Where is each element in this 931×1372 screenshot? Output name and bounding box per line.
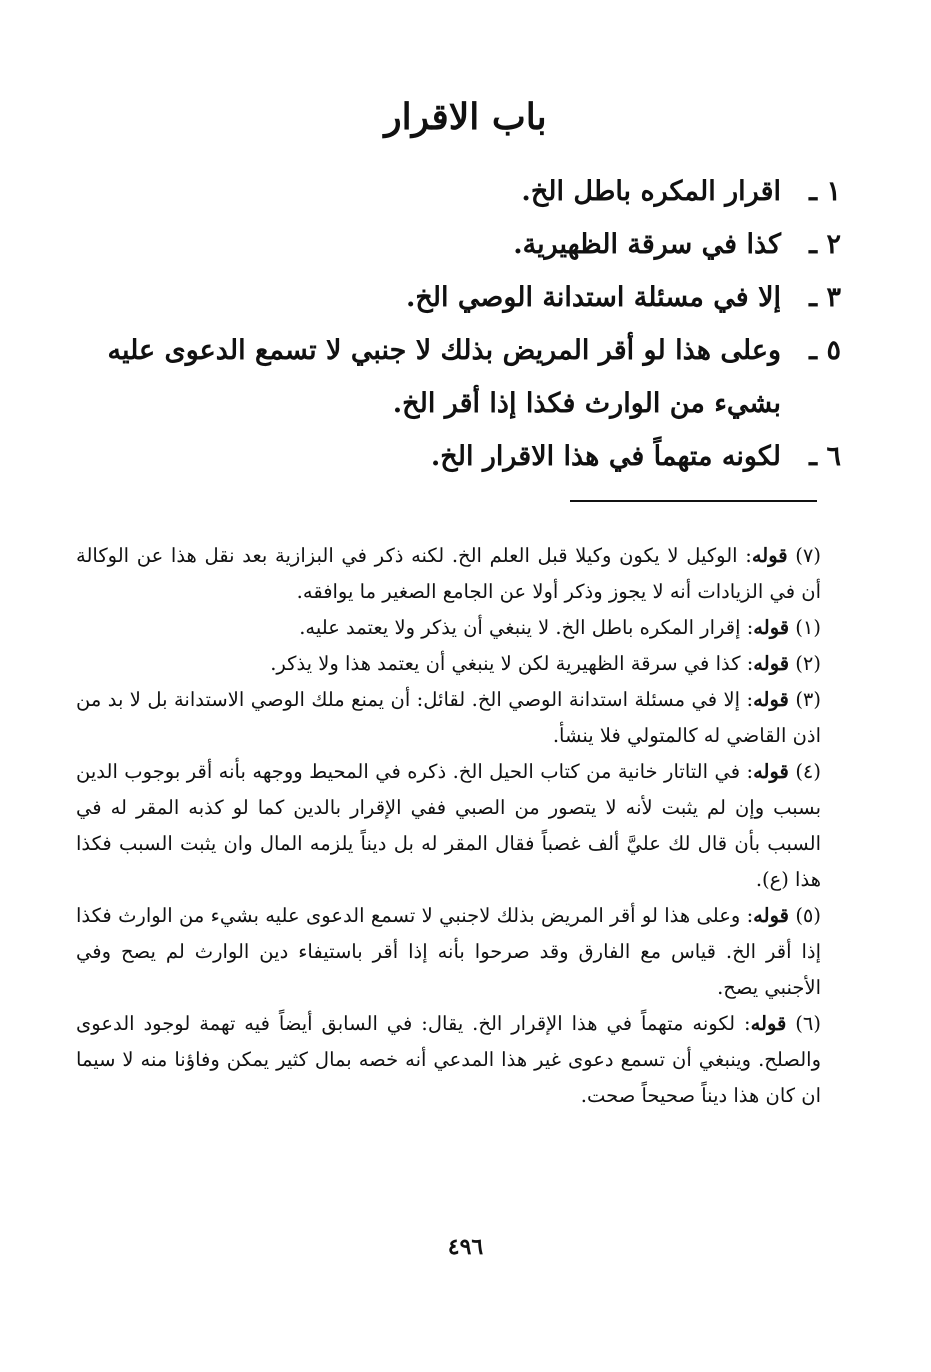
footnote bbox=[76, 898, 821, 1006]
footnote-text: : وعلى هذا لو أقر المريض بذلك لاجنبي لا تسمع الدعوى عليه بشيء من الوارث فكذا إذا أقر الخ. قياس مع الفارق وقد صرحوا بأنه إذا أقر باستيفاء دين الوارث لم يصح وفي الأجنبي يصح. bbox=[76, 904, 821, 999]
footnote-number: (٤) bbox=[795, 760, 822, 783]
footnote-text: : إقرار المكره باطل الخ. لا ينبغي أن يذكر ولا يعتمد عليه. bbox=[299, 616, 754, 639]
footnote-number: (٦) bbox=[795, 1012, 821, 1035]
main-item bbox=[51, 430, 841, 483]
footnote-key: قوله bbox=[753, 688, 789, 711]
footnote-key: قوله bbox=[751, 544, 788, 567]
footnote-key: قوله bbox=[753, 652, 790, 675]
footnote-text: : كذا في سرقة الظهيرية لكن لا ينبغي أن يعتمد هذا ولا يذكر. bbox=[270, 652, 754, 675]
footnote-divider bbox=[570, 500, 817, 502]
footnote-number: (٧) bbox=[795, 544, 821, 567]
footnote-text: : إلا في مسئلة استدانة الوصي الخ. لقائل: أن يمنع ملك الوصي الاستدانة بل لا بد من اذن القاضي له كالمتولي فلا ينشأ. bbox=[76, 688, 821, 747]
main-item bbox=[51, 218, 841, 271]
main-item-text: وعلى هذا لو أقر المريض بذلك لا جنبي لا تسمع الدعوى عليه بشيء من الوارث فكذا إذا أقر الخ. bbox=[107, 335, 781, 419]
footnote-key: قوله bbox=[750, 1012, 787, 1035]
footnote-key: قوله bbox=[753, 616, 790, 639]
footnotes bbox=[76, 538, 821, 1114]
page-title: باب الاقرار bbox=[384, 96, 547, 138]
footnote-key: قوله bbox=[753, 904, 789, 927]
main-item-number: ٣ ـ bbox=[809, 282, 841, 313]
footnote bbox=[76, 754, 821, 898]
page-number: ٤٩٦ bbox=[447, 1234, 484, 1260]
footnote bbox=[76, 1006, 821, 1114]
footnote bbox=[76, 646, 821, 682]
main-item-text: اقرار المكره باطل الخ. bbox=[521, 176, 781, 207]
main-item bbox=[51, 324, 841, 430]
footnote-text: : الوكيل لا يكون وكيلا قبل العلم الخ. لكنه ذكر في البزازية بعد نقل هذا عن الوكالة أن في الزيادات أنه لا يجوز وذكر أولا عن الجامع الصغير ما يوافقه. bbox=[76, 544, 821, 603]
footnote-number: (٢) bbox=[795, 652, 821, 675]
footnote bbox=[76, 610, 821, 646]
main-item-number: ٢ ـ bbox=[809, 229, 841, 260]
main-item bbox=[51, 165, 841, 218]
main-text-list bbox=[51, 165, 841, 483]
main-item-text: لكونه متهماً في هذا الاقرار الخ. bbox=[430, 441, 781, 472]
footnote-number: (١) bbox=[795, 616, 821, 639]
footnote-number: (٥) bbox=[795, 904, 822, 927]
main-item-text: كذا في سرقة الظهيرية. bbox=[513, 229, 781, 260]
main-item-number: ٥ ـ bbox=[809, 335, 841, 366]
footnote-text: : في التاتار خانية من كتاب الحيل الخ. ذكره في المحيط ووجهه بأنه أقر بوجوب الدين بسبب وإن لم يثبت لأنه لا يتصور من الصبي ففي الإقرار بالدين كما لو كذبه المقر له في السبب بأن قال لك عليَّ ألف غصباً فقال المقر له بل ديناً يلزمه المال وان يثبت السبب فكذا هذا (ع). bbox=[76, 760, 821, 891]
main-item-number: ٦ ـ bbox=[809, 441, 841, 472]
footnote bbox=[76, 538, 821, 610]
main-item-text: إلا في مسئلة استدانة الوصي الخ. bbox=[405, 282, 781, 313]
footnote-text: : لكونه متهماً في هذا الإقرار الخ. يقال: في السابق أيضاً فيه تهمة لوجود الدعوى والصلح. وينبغي أن تسمع دعوى غير هذا المدعي أنه خصه بمال كثير يمكن وفاؤنا منه لا سيما ان كان هذا ديناً صحيحاً صحت. bbox=[76, 1012, 821, 1107]
main-item bbox=[51, 271, 841, 324]
footnote-number: (٣) bbox=[795, 688, 822, 711]
footnote-key: قوله bbox=[753, 760, 789, 783]
footnote bbox=[76, 682, 821, 754]
main-item-number: ١ ـ bbox=[809, 176, 841, 207]
